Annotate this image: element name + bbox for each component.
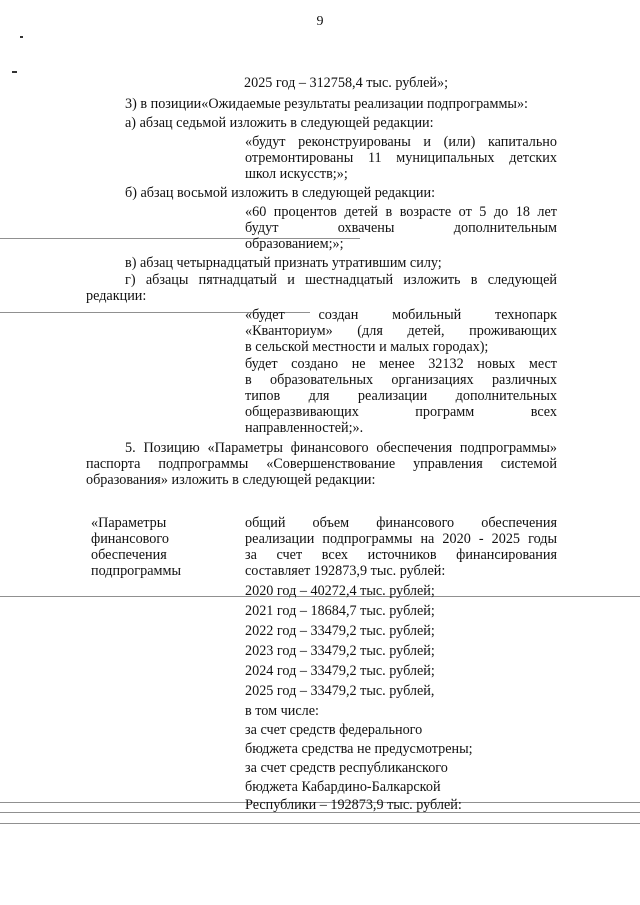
scan-speck bbox=[20, 36, 23, 38]
quote-line: в сельской местности и малых городах); bbox=[245, 339, 489, 355]
label-line: подпрограммы bbox=[91, 563, 181, 579]
subitem-g-line1: г) абзацы пятнадцатый и шестнадцатый изложить в следующей bbox=[125, 272, 557, 288]
quote-line: «будет создан мобильный технопарк bbox=[245, 307, 557, 323]
subitem-b-title: б) абзац восьмой изложить в следующей редакции: bbox=[125, 185, 436, 201]
page-number: 9 bbox=[316, 14, 324, 29]
scan-line bbox=[0, 823, 640, 824]
subitem-g-line2: редакции: bbox=[86, 288, 147, 304]
value-line: Республики – 192873,9 тыс. рублей: bbox=[245, 797, 462, 813]
subitem-a-title: а) абзац седьмой изложить в следующей редакции: bbox=[125, 115, 434, 131]
quote-line: типов для реализации дополнительных bbox=[245, 388, 557, 404]
item-5-line: образования» изложить в следующей редакции: bbox=[86, 472, 376, 488]
quote-line: направленностей;». bbox=[245, 420, 364, 436]
quote-line: «Кванториум» (для детей, проживающих bbox=[245, 323, 557, 339]
quote-line: общеразвивающих программ всех bbox=[245, 404, 557, 420]
value-line: 2022 год – 33479,2 тыс. рублей; bbox=[245, 623, 435, 639]
quote-line: будет создано не менее 32132 новых мест bbox=[245, 356, 557, 372]
quote-line: будут охвачены дополнительным bbox=[245, 220, 557, 236]
value-line: бюджета средства не предусмотрены; bbox=[245, 741, 473, 757]
quote-line: отремонтированы 11 муниципальных детских bbox=[245, 150, 557, 166]
label-line: обеспечения bbox=[91, 547, 167, 563]
quote-line: в образовательных организациях различных bbox=[245, 372, 557, 388]
quote-line: образованием;»; bbox=[245, 236, 344, 252]
value-line: реализации подпрограммы на 2020 - 2025 годы bbox=[245, 531, 557, 547]
value-line: за счет всех источников финансирования bbox=[245, 547, 557, 563]
value-line: 2020 год – 40272,4 тыс. рублей; bbox=[245, 583, 435, 599]
label-line: финансового bbox=[91, 531, 169, 547]
scan-speck bbox=[12, 71, 17, 73]
value-line: 2023 год – 33479,2 тыс. рублей; bbox=[245, 643, 435, 659]
value-line: за счет средств республиканского bbox=[245, 760, 448, 776]
item-5-line: 5. Позицию «Параметры финансового обеспечения подпрограммы» bbox=[125, 440, 557, 456]
quote-line: «60 процентов детей в возрасте от 5 до 18 лет bbox=[245, 204, 557, 220]
value-line: общий объем финансового обеспечения bbox=[245, 515, 557, 531]
quote-line: школ искусств;»; bbox=[245, 166, 348, 182]
value-line: 2021 год – 18684,7 тыс. рублей; bbox=[245, 603, 435, 619]
value-line: 2024 год – 33479,2 тыс. рублей; bbox=[245, 663, 435, 679]
value-line: составляет 192873,9 тыс. рублей: bbox=[245, 563, 446, 579]
top-line: 2025 год – 312758,4 тыс. рублей»; bbox=[244, 75, 449, 91]
item-5-line: паспорта подпрограммы «Совершенствование управления системой bbox=[86, 456, 557, 472]
value-line: бюджета Кабардино-Балкарской bbox=[245, 779, 441, 795]
value-line: 2025 год – 33479,2 тыс. рублей, bbox=[245, 683, 435, 699]
subitem-v: в) абзац четырнадцатый признать утратившим силу; bbox=[125, 255, 442, 271]
quote-line: «будут реконструированы и (или) капитально bbox=[245, 134, 557, 150]
label-line: «Параметры bbox=[91, 515, 167, 531]
value-line: за счет средств федерального bbox=[245, 722, 423, 738]
value-line: в том числе: bbox=[245, 703, 319, 719]
item-3: 3) в позиции«Ожидаемые результаты реализации подпрограммы»: bbox=[125, 96, 528, 112]
